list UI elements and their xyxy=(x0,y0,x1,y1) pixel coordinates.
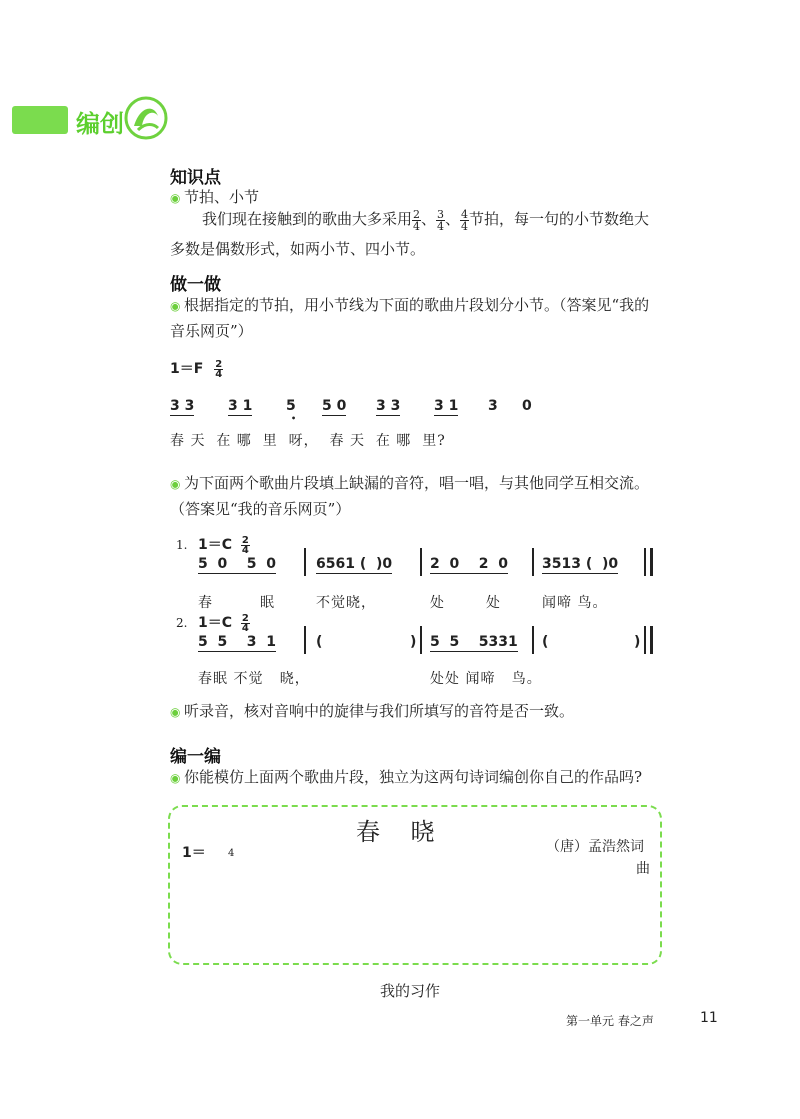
time-sig-2-4: $\frac{2}{4}$ xyxy=(413,207,421,233)
instr-text: 根据指定的节拍，用小节线为下面的歌曲片段划分小节。（答案见“我的 xyxy=(184,296,650,314)
bullet-icon: ◉ xyxy=(170,191,181,205)
example2-lyric: 春眠 不觉 晓， xyxy=(198,671,310,687)
bar-line xyxy=(420,626,422,654)
example1-lyric: 不觉晓， xyxy=(316,595,376,611)
note-group: 3 3 xyxy=(170,398,195,414)
key-signature: 1＝C xyxy=(198,537,233,553)
final-bar-line xyxy=(644,548,646,576)
bullet-icon: ◉ xyxy=(170,299,181,313)
example1-lyric: 眠 xyxy=(260,595,275,611)
compose-key: 1＝ xyxy=(182,845,206,861)
example2-measure4-open: ( xyxy=(542,634,549,650)
practice-instruction3 xyxy=(170,698,574,725)
compose-instruction xyxy=(170,764,642,791)
knowledge-heading: 知识点 xyxy=(170,168,221,188)
practice-time-sig: $\frac{2}{4}$ xyxy=(215,358,223,380)
note-group: 3 xyxy=(488,398,498,414)
example2-time-sig: $\frac{2}{4}$ xyxy=(241,612,249,634)
practice-instruction2-line1 xyxy=(170,470,649,497)
bullet-icon: ◉ xyxy=(170,705,181,719)
song-title: 春 晓 xyxy=(356,818,435,846)
final-bar-line-thick xyxy=(650,548,653,576)
note-group: 3 3 xyxy=(376,398,401,414)
note-group: 3 1 xyxy=(228,398,253,414)
bar-line xyxy=(304,548,306,576)
low-octave-dot: • xyxy=(291,414,297,423)
composition-caption: 我的习作 xyxy=(380,982,441,1000)
example2-lyric: 处处 闻啼 鸟。 xyxy=(430,671,542,687)
practice-heading: 做一做 xyxy=(170,275,221,295)
song-author: （唐）孟浩然词 xyxy=(546,839,644,855)
knowledge-para-line2: 多数是偶数形式，如两小节、四小节。 xyxy=(170,240,426,258)
example1-measure1: 5 0 5 0 xyxy=(198,556,276,572)
example1-lyric: 春 xyxy=(198,595,213,611)
bullet-icon: ◉ xyxy=(170,771,181,785)
practice-instruction-line2: 音乐网页”） xyxy=(170,322,253,340)
compose-heading: 编一编 xyxy=(170,747,221,767)
bar-line xyxy=(304,626,306,654)
example1-measure3: 2 0 2 0 xyxy=(430,556,508,572)
page-number: 11 xyxy=(700,1010,718,1026)
example2-measure4-close: ) xyxy=(634,634,641,650)
note-group: 5 0 xyxy=(322,398,347,414)
note-group: 0 xyxy=(522,398,532,414)
example1-measure4: 3513 ( )0 xyxy=(542,556,619,572)
example1-lyric: 处 xyxy=(486,595,501,611)
knowledge-bullet xyxy=(170,186,259,207)
practice-key xyxy=(170,358,223,379)
practice-lyrics: 春 天 在 哪 里 呀， 春 天 在 哪 里? xyxy=(170,433,446,449)
example2-measure3: 5 5 5331 xyxy=(430,634,518,650)
bullet-text: 节拍、小节 xyxy=(184,188,260,206)
swirl-logo-icon xyxy=(124,96,168,140)
example1-key xyxy=(198,534,250,555)
example1-lyric: 处 xyxy=(430,595,445,611)
practice-instruction-line1 xyxy=(170,292,649,319)
example2-measure2-open: ( xyxy=(316,634,323,650)
bar-line xyxy=(532,548,534,576)
separator: 、 xyxy=(445,210,461,228)
instr-text: 听录音，核对音响中的旋律与我们所填写的音符是否一致。 xyxy=(184,702,575,720)
instr-text: 为下面两个歌曲片段填上缺漏的音符，唱一唱，与其他同学互相交流。 xyxy=(184,474,650,492)
instr-text: 你能模仿上面两个歌曲片段，独立为这两句诗词编创你自己的作品吗? xyxy=(184,768,643,786)
practice-instruction2-line2: （答案见“我的音乐网页”） xyxy=(170,500,351,518)
knowledge-para-line1 xyxy=(202,206,649,232)
bullet-icon: ◉ xyxy=(170,477,181,491)
time-sig-4-4: $\frac{4}{4}$ xyxy=(461,207,469,233)
section-title: 编创 xyxy=(76,110,124,138)
para-text: 节拍，每一句的小节数绝大 xyxy=(469,210,650,228)
compose-time-sig-den: 4 xyxy=(228,848,235,859)
example1-measure2: 6561 ( )0 xyxy=(316,556,393,572)
example1-lyric: 闻啼 鸟。 xyxy=(542,595,608,611)
bar-line xyxy=(420,548,422,576)
time-sig-3-4: $\frac{3}{4}$ xyxy=(437,207,445,233)
example2-measure2-close: ) xyxy=(410,634,417,650)
footer-unit: 第一单元 春之声 xyxy=(566,1014,654,1028)
note-group: 3 1 xyxy=(434,398,459,414)
para-text: 我们现在接触到的歌曲大多采用 xyxy=(202,210,413,228)
note-group: 5 xyxy=(286,398,296,414)
bar-line xyxy=(532,626,534,654)
example1-time-sig: $\frac{2}{4}$ xyxy=(241,534,249,556)
final-bar-line xyxy=(644,626,646,654)
key-signature: 1＝C xyxy=(198,615,233,631)
section-color-bar xyxy=(12,106,68,134)
example2-number: 2. xyxy=(176,616,188,630)
final-bar-line-thick xyxy=(650,626,653,654)
example2-key xyxy=(198,612,250,633)
example1-number: 1. xyxy=(176,538,188,552)
song-composer: 曲 xyxy=(636,861,650,877)
example2-measure1: 5 5 3 1 xyxy=(198,634,276,650)
practice-melody xyxy=(170,398,550,423)
key-signature: 1＝F xyxy=(170,361,204,377)
separator: 、 xyxy=(421,210,437,228)
